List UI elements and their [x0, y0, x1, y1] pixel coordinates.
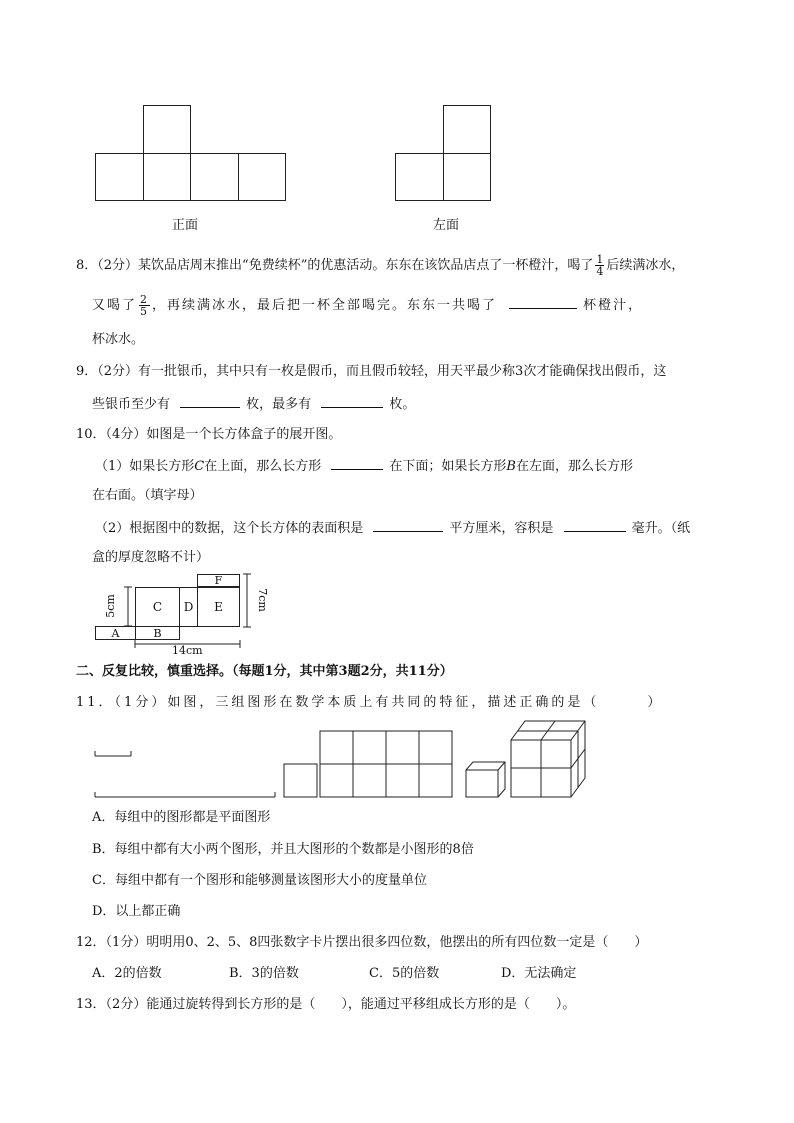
q11-stem: 11．（1分）如图，三组图形在数学本质上有共同的特征，描述正确的是（ ）: [76, 695, 664, 710]
section-2-heading: 二、反复比较，慎重选择。（每题1分，其中第3题2分，共11分）: [76, 664, 453, 679]
q11-option-d[interactable]: D．以上都正确: [92, 904, 181, 919]
q12-option-d[interactable]: D．无法确定: [501, 966, 577, 981]
q8-line3: 杯冰水。: [92, 332, 145, 347]
q10-part1-line2: 在右面。（填字母）: [92, 488, 203, 503]
q12-option-a[interactable]: A．2的倍数: [92, 966, 162, 981]
q8-line2: 又喝了 $\frac{2}{5}$ ，再续满冰水，最后把一杯全部喝完。东东一共喝了 杯橙汁，: [92, 293, 644, 318]
net-face-D: D: [179, 587, 198, 627]
q11-group3-cubes: [466, 721, 585, 797]
q8-fraction-2-5: $\frac{2}{5}$: [140, 293, 150, 318]
q8-text-b: 后续满冰水，: [606, 258, 685, 273]
q12-option-c[interactable]: C．5的倍数: [369, 966, 440, 981]
net-face-A: A: [95, 626, 136, 640]
q12-stem: 12．（1分）明明用0、2、5、8四张数字卡片摆出很多四位数，他摆出的所有四位数一定是（ ）: [76, 935, 648, 950]
q9-line1: 9．（2分）有一批银币，其中只有一枚是假币，而且假币较轻，用天平最少称3次才能确保找出假币，这: [76, 364, 667, 379]
q11-group2-squares: [284, 731, 452, 797]
q10-part2-line2: 盒的厚度忽略不计）: [92, 550, 210, 565]
net-face-E: E: [197, 587, 240, 627]
q10-line1: 10．（4分）如图是一个长方体盒子的展开图。: [76, 427, 342, 442]
q11-option-c[interactable]: C．每组中都有一个图形和能够测量该图形大小的度量单位: [92, 873, 427, 888]
q12-option-b[interactable]: B．3的倍数: [229, 966, 299, 981]
left-view-label: 左面: [433, 218, 460, 233]
q10-part2-line1: （2）根据图中的数据，这个长方体的表面积是 平方厘米，容积是 毫升。（纸: [95, 521, 691, 536]
net-face-B: B: [135, 626, 180, 640]
net-face-C: C: [135, 587, 180, 627]
q11-group1-segments: [95, 751, 275, 797]
q10-part1-line1: （1）如果长方形C在上面，那么长方形 在下面；如果长方形B在左面，那么长方形: [95, 459, 633, 474]
net-dim-7cm: 7cm: [255, 588, 269, 612]
q8-text-a: （2分）某饮品店周末推出“免费续杯”的优惠活动。东东在该饮品店点了一杯橙汁，喝了: [97, 258, 594, 273]
q9-line2: 些银币至少有 枚，最多有 枚。: [92, 397, 416, 412]
q11-option-b[interactable]: B．每组中都有大小两个图形，并且大图形的个数都是小图形的8倍: [92, 842, 474, 857]
q11-option-a[interactable]: A．每组中的图形都是平面图形: [92, 810, 271, 825]
net-dim-14cm: 14cm: [172, 644, 203, 657]
net-dim-5cm: 5cm: [103, 594, 117, 618]
q8-number: 8．: [76, 258, 98, 273]
q13-stem: 13．（2分）能通过旋转得到长方形的是（ ），能通过平移组成长方形的是（ ）。: [76, 997, 576, 1012]
front-view-label: 正面: [172, 218, 199, 233]
net-face-F: F: [197, 574, 240, 587]
q8-fraction-1-4: $\frac{1}{4}$: [596, 253, 604, 278]
